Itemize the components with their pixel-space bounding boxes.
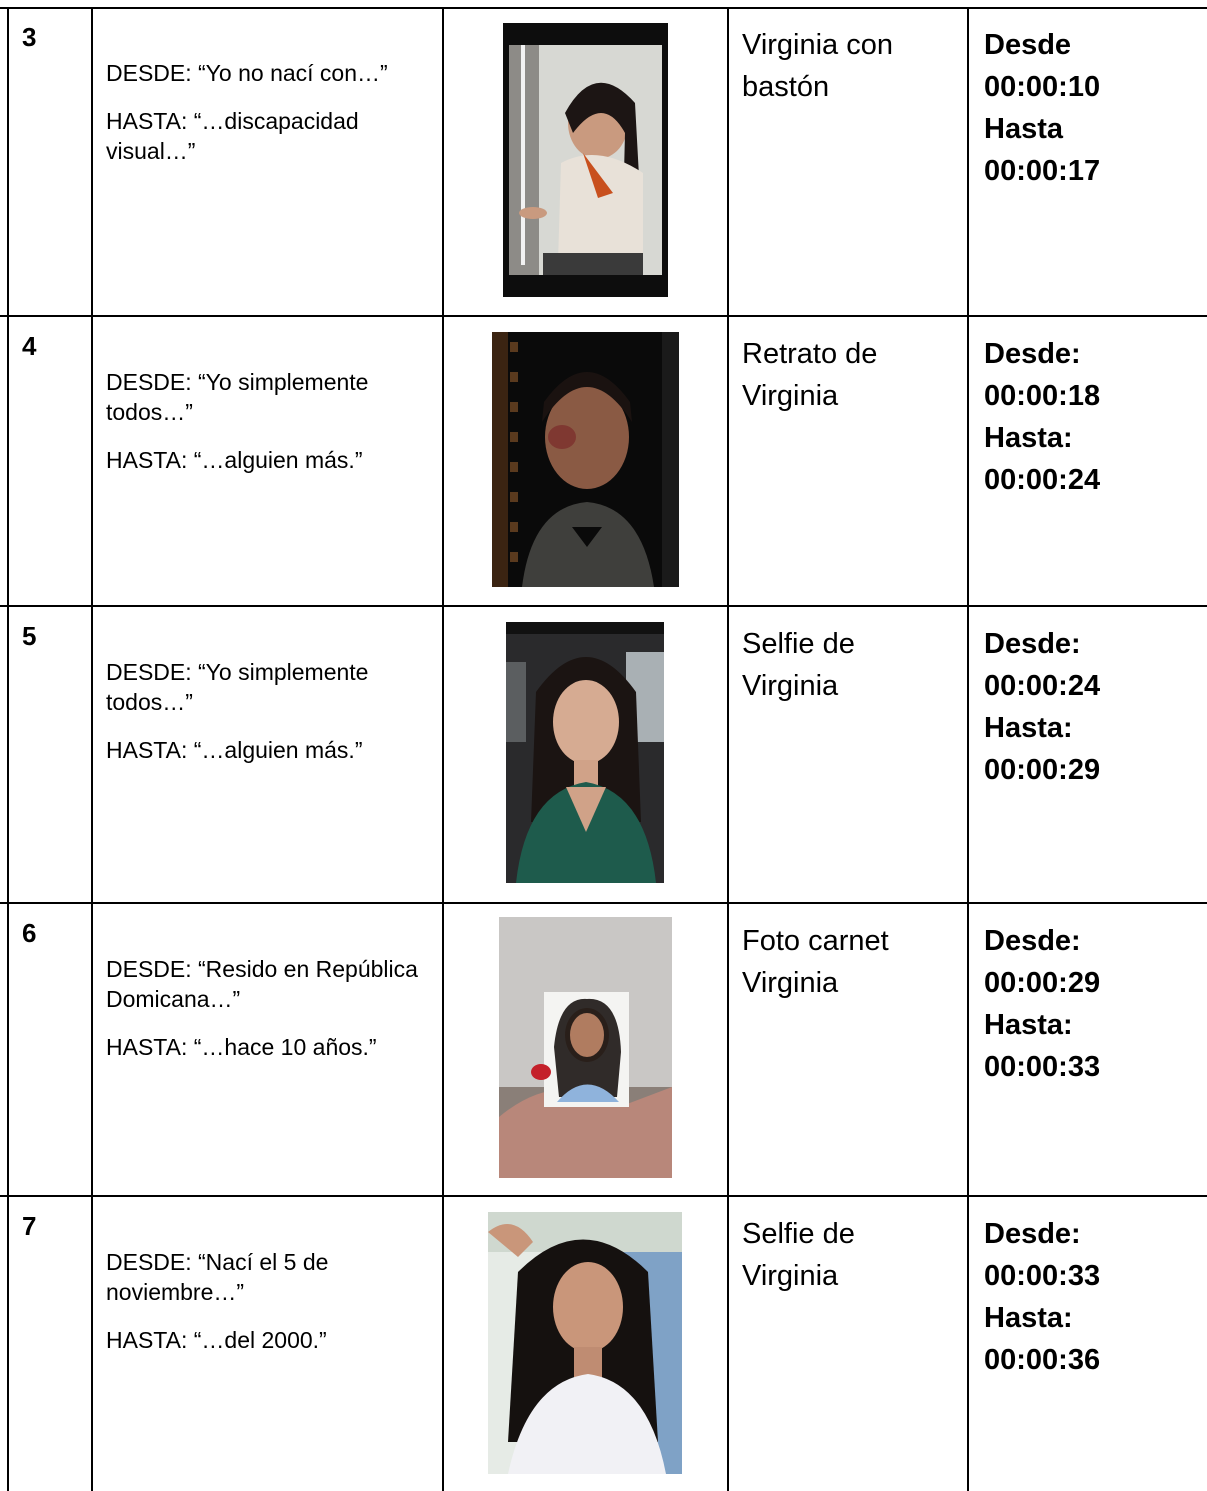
timecode-cell — [984, 1213, 1204, 1381]
hasta-text: HASTA: “…del 2000.” — [106, 1327, 327, 1353]
desde-text: DESDE: “Yo simplemente todos…” — [106, 369, 369, 425]
table-row — [0, 607, 1207, 902]
script-cell — [106, 367, 426, 493]
to-time: 00:00:17 — [984, 155, 1101, 187]
to-label: Hasta: — [984, 712, 1073, 744]
to-time: 00:00:24 — [984, 464, 1101, 496]
shot-description: Retrato de Virginia — [742, 338, 878, 412]
desde-text: DESDE: “Yo simplemente todos…” — [106, 659, 369, 715]
shot-number: 3 — [22, 22, 37, 52]
script-cell — [106, 954, 426, 1080]
hasta-text: HASTA: “…alguien más.” — [106, 737, 363, 763]
to-time: 00:00:36 — [984, 1344, 1101, 1376]
shot-description: Virginia con bastón — [742, 29, 894, 103]
desde-text: DESDE: “Resido en República Domicana…” — [106, 956, 418, 1012]
shot-number: 5 — [22, 621, 37, 651]
to-label: Hasta: — [984, 1302, 1073, 1334]
photo-icon — [503, 23, 668, 297]
from-label: Desde: — [984, 628, 1081, 660]
to-label: Hasta — [984, 113, 1063, 145]
timecode-cell — [984, 333, 1204, 501]
from-time: 00:00:33 — [984, 1260, 1101, 1292]
from-time: 00:00:18 — [984, 380, 1101, 412]
table-row — [0, 317, 1207, 605]
shot-description: Foto carnet Virginia — [742, 925, 889, 999]
hasta-text: HASTA: “…hace 10 años.” — [106, 1034, 377, 1060]
photo-icon — [499, 917, 672, 1178]
shot-description: Selfie de Virginia — [742, 1218, 855, 1292]
desde-text: DESDE: “Nací el 5 de noviembre…” — [106, 1249, 329, 1305]
to-label: Hasta: — [984, 422, 1073, 454]
table-row — [0, 1197, 1207, 1491]
timecode-cell — [984, 623, 1204, 791]
shot-number: 6 — [22, 918, 37, 948]
hasta-text: HASTA: “…discapacidad visual…” — [106, 108, 359, 164]
desde-text: DESDE: “Yo no nací con…” — [106, 60, 388, 86]
shot-description: Selfie de Virginia — [742, 628, 855, 702]
hasta-text: HASTA: “…alguien más.” — [106, 447, 363, 473]
photo-icon — [492, 332, 679, 587]
from-time: 00:00:24 — [984, 670, 1101, 702]
script-cell — [106, 58, 426, 184]
table-row — [0, 904, 1207, 1195]
script-cell — [106, 657, 426, 783]
shot-number: 7 — [22, 1211, 37, 1241]
from-label: Desde: — [984, 1218, 1081, 1250]
from-label: Desde: — [984, 925, 1081, 957]
to-time: 00:00:33 — [984, 1051, 1101, 1083]
from-time: 00:00:10 — [984, 71, 1101, 103]
script-cell — [106, 1247, 426, 1373]
shot-number: 4 — [22, 331, 37, 361]
table-row — [0, 8, 1207, 315]
from-label: Desde: — [984, 338, 1081, 370]
to-time: 00:00:29 — [984, 754, 1101, 786]
from-label: Desde — [984, 29, 1072, 61]
photo-icon — [488, 1212, 682, 1474]
from-time: 00:00:29 — [984, 967, 1101, 999]
timecode-cell — [984, 920, 1204, 1088]
timecode-cell — [984, 24, 1204, 192]
photo-icon — [506, 622, 664, 883]
to-label: Hasta: — [984, 1009, 1073, 1041]
